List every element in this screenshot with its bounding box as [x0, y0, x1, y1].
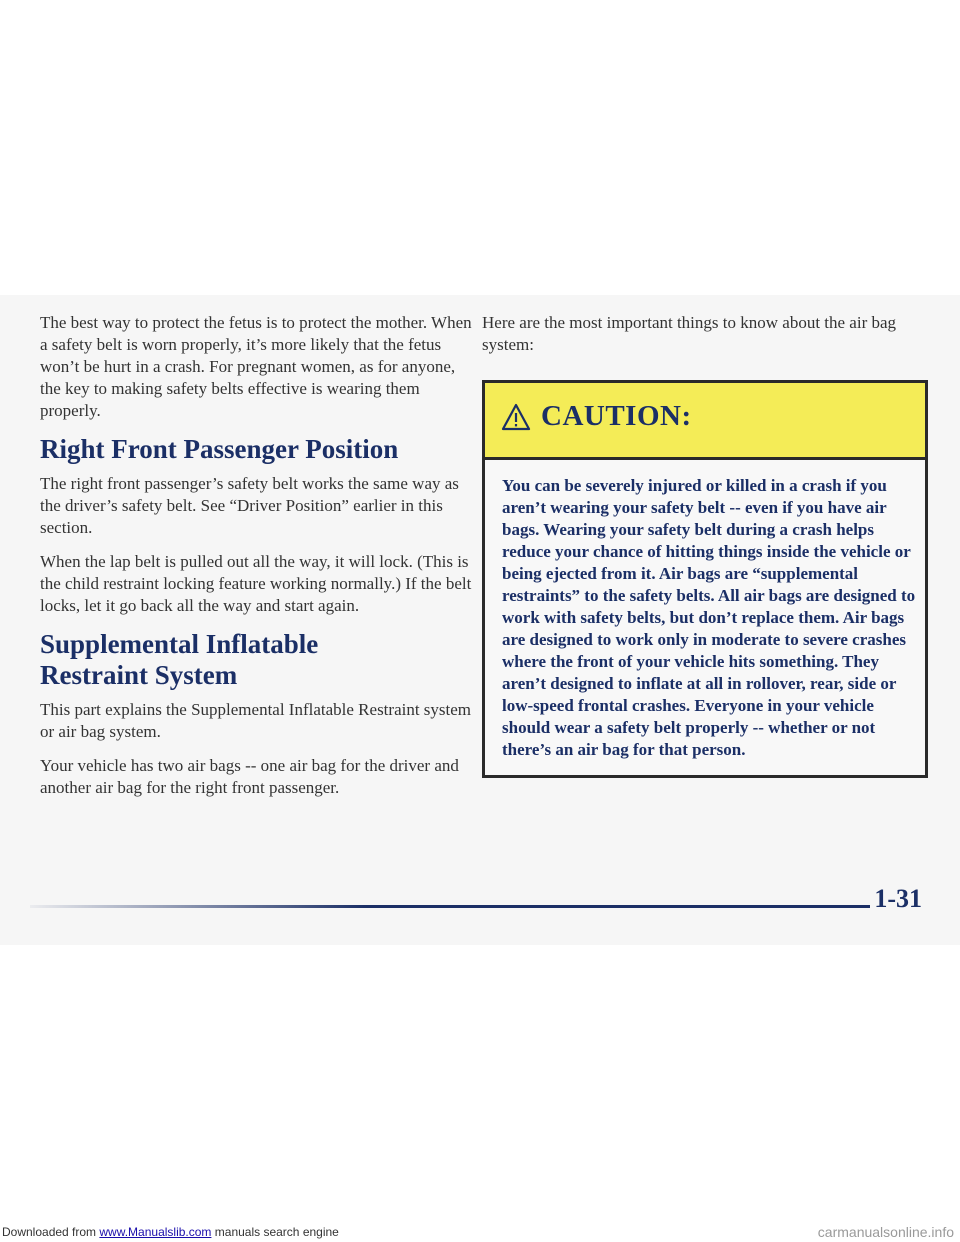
page-number: 1-31: [874, 884, 922, 913]
site-watermark: carmanualsonline.info: [817, 1224, 954, 1240]
right-front-passenger-heading: Right Front Passenger Position: [40, 434, 399, 464]
right-column: [482, 312, 930, 368]
download-suffix: manuals search engine: [211, 1225, 339, 1239]
left-column: [40, 312, 472, 811]
warning-triangle-icon: [501, 403, 531, 431]
footer-rule: [30, 905, 870, 908]
download-banner: [0, 1222, 960, 1242]
manualslib-link[interactable]: www.Manualslib.com: [99, 1225, 212, 1239]
sir-heading-line1: Supplemental Inflatable: [40, 629, 319, 659]
sir-intro-paragraph: This part explains the Supplemental Inflatable Restraint system or air bag system.: [40, 700, 472, 741]
sir-heading: [40, 629, 472, 691]
pregnancy-paragraph: The best way to protect the fetus is to protect the mother. When a safety belt is worn properly, it’s more likely that the fetus won’t be hurt in a crash. For pregnant women, as for anyone, the key to making safety belts effective is wearing them properly.: [40, 313, 472, 420]
caution-text: You can be severely injured or killed in a crash if you aren’t wearing your safety belt -- even if you have air bags. Wearing your safety belt during a crash helps reduce your chance of hitting things inside the vehicle or being ejected from it. Air bags are “supplemental restraints” to the safety belts. All air bags are designed to work with safety belts, but don’t replace them. Air bags are designed to work only in moderate to severe crashes where the front of your vehicle hits something. They aren’t designed to inflate at all in rollover, rear, side or low-speed frontal crashes. Everyone in your vehicle should wear a safety belt properly -- whether or not there’s an air bag for that person.: [502, 476, 916, 759]
caution-title: CAUTION:: [541, 400, 692, 432]
download-prefix: Downloaded from: [2, 1225, 100, 1239]
caution-box: [482, 380, 928, 778]
lap-belt-lock-paragraph: When the lap belt is pulled out all the way, it will lock. (This is the child restraint locking feature working normally.) If the belt locks, let it go back all the way and start again.: [40, 552, 472, 615]
airbag-intro-paragraph: Here are the most important things to know about the air bag system:: [482, 313, 897, 354]
passenger-belt-paragraph: The right front passenger’s safety belt works the same way as the driver’s safety belt. See “Driver Position” earlier in this section.: [40, 474, 459, 537]
two-airbags-paragraph: Your vehicle has two air bags -- one air bag for the driver and another air bag for the right front passenger.: [40, 756, 459, 797]
sir-heading-line2: Restraint System: [40, 660, 238, 690]
caution-header: [485, 383, 925, 460]
